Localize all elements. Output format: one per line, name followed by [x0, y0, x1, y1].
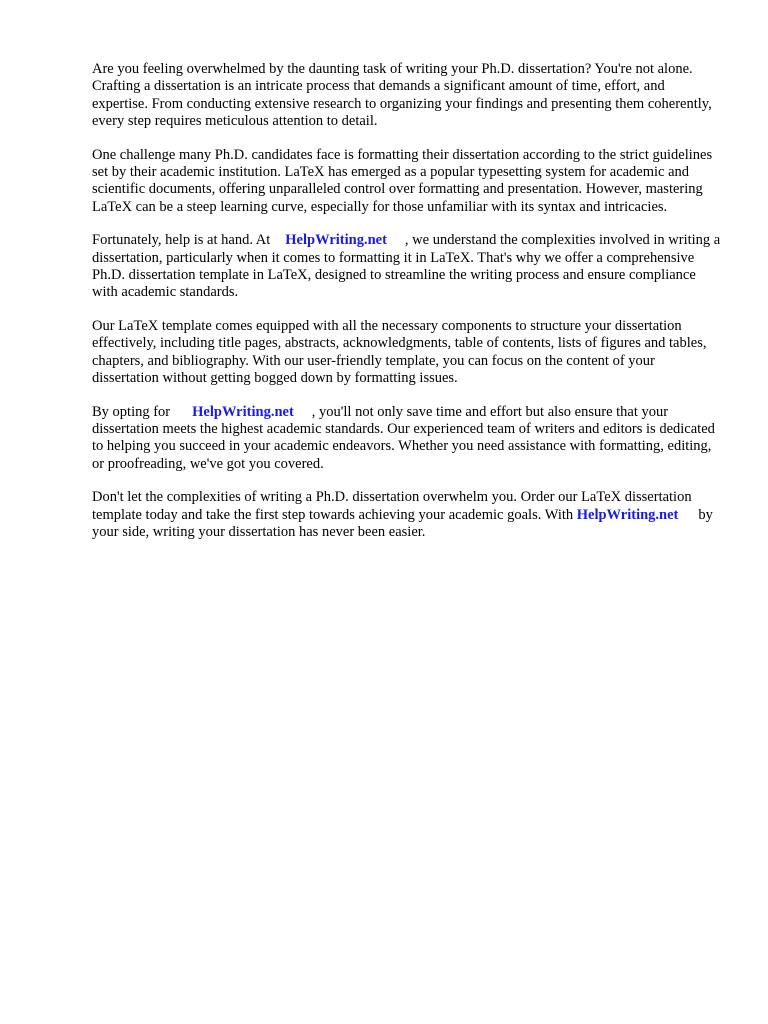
paragraph-intro: Are you feeling overwhelmed by the daunting task of writing your Ph.D. dissertation? You're not alone. Crafting a dissertation is an intricate process that demands a significant amount of time, effort, and expertise. From conducting extensive research to organizing your findings and presenting them coherently, every step requires meticulous attention to detail.	[92, 61, 712, 130]
paragraph-template-features: Our LaTeX template comes equipped with all the necessary components to structure your dissertation effectively, including title pages, abstracts, acknowledgments, table of contents, lists of figures and tables, chapters, and bibliography. With our user-friendly template, you can focus on the content of your dissertation without getting bogged down by formatting issues.	[92, 317, 707, 387]
paragraph-text-before-link: By opting for	[92, 403, 171, 420]
paragraph-opting-for	[92, 404, 722, 474]
paragraph-call-to-action	[92, 489, 722, 541]
paragraph-text-before-link: Fortunately, help is at hand. At	[92, 232, 271, 249]
paragraph-text-after-link: , we understand the complexities involved in writing a dissertation, particularly when it comes to formatting it in LaTeX. That's why we offer a comprehensive Ph.D. dissertation template in LaTeX, designed to streamline the writing process and ensure compliance with academic standards.	[92, 232, 721, 301]
helpwriting-link[interactable]: HelpWriting.net	[192, 403, 294, 420]
paragraph-help-at-hand	[92, 232, 722, 302]
paragraph-latex-challenge: One challenge many Ph.D. candidates face is formatting their dissertation according to the strict guidelines set by their academic institution. LaTeX has emerged as a popular typesetting system for academic and scientific documents, offering unparalleled control over formatting and presentation. However, mastering LaTeX can be a steep learning curve, especially for those unfamiliar with its syntax and intricacies.	[92, 146, 713, 215]
helpwriting-link[interactable]: HelpWriting.net	[576, 506, 679, 523]
helpwriting-link[interactable]: HelpWriting.net	[285, 232, 387, 249]
paragraph-text-after-link: by your side, writing your dissertation has never been easier.	[92, 506, 713, 540]
paragraph-text-before-link: Don't let the complexities of writing a Ph.D. dissertation overwhelm you. Order our LaTeX dissertation template today and take the first step towards achieving your academic goals. With	[92, 489, 692, 523]
paragraph-text-after-link: , you'll not only save time and effort but also ensure that your dissertation meets the highest academic standards. Our experienced team of writers and editors is dedicated to helping you succeed in your academic endeavors. Whether you need assistance with formatting, editing, or proofreading, we've got you covered.	[92, 403, 715, 472]
document-body	[92, 61, 722, 557]
